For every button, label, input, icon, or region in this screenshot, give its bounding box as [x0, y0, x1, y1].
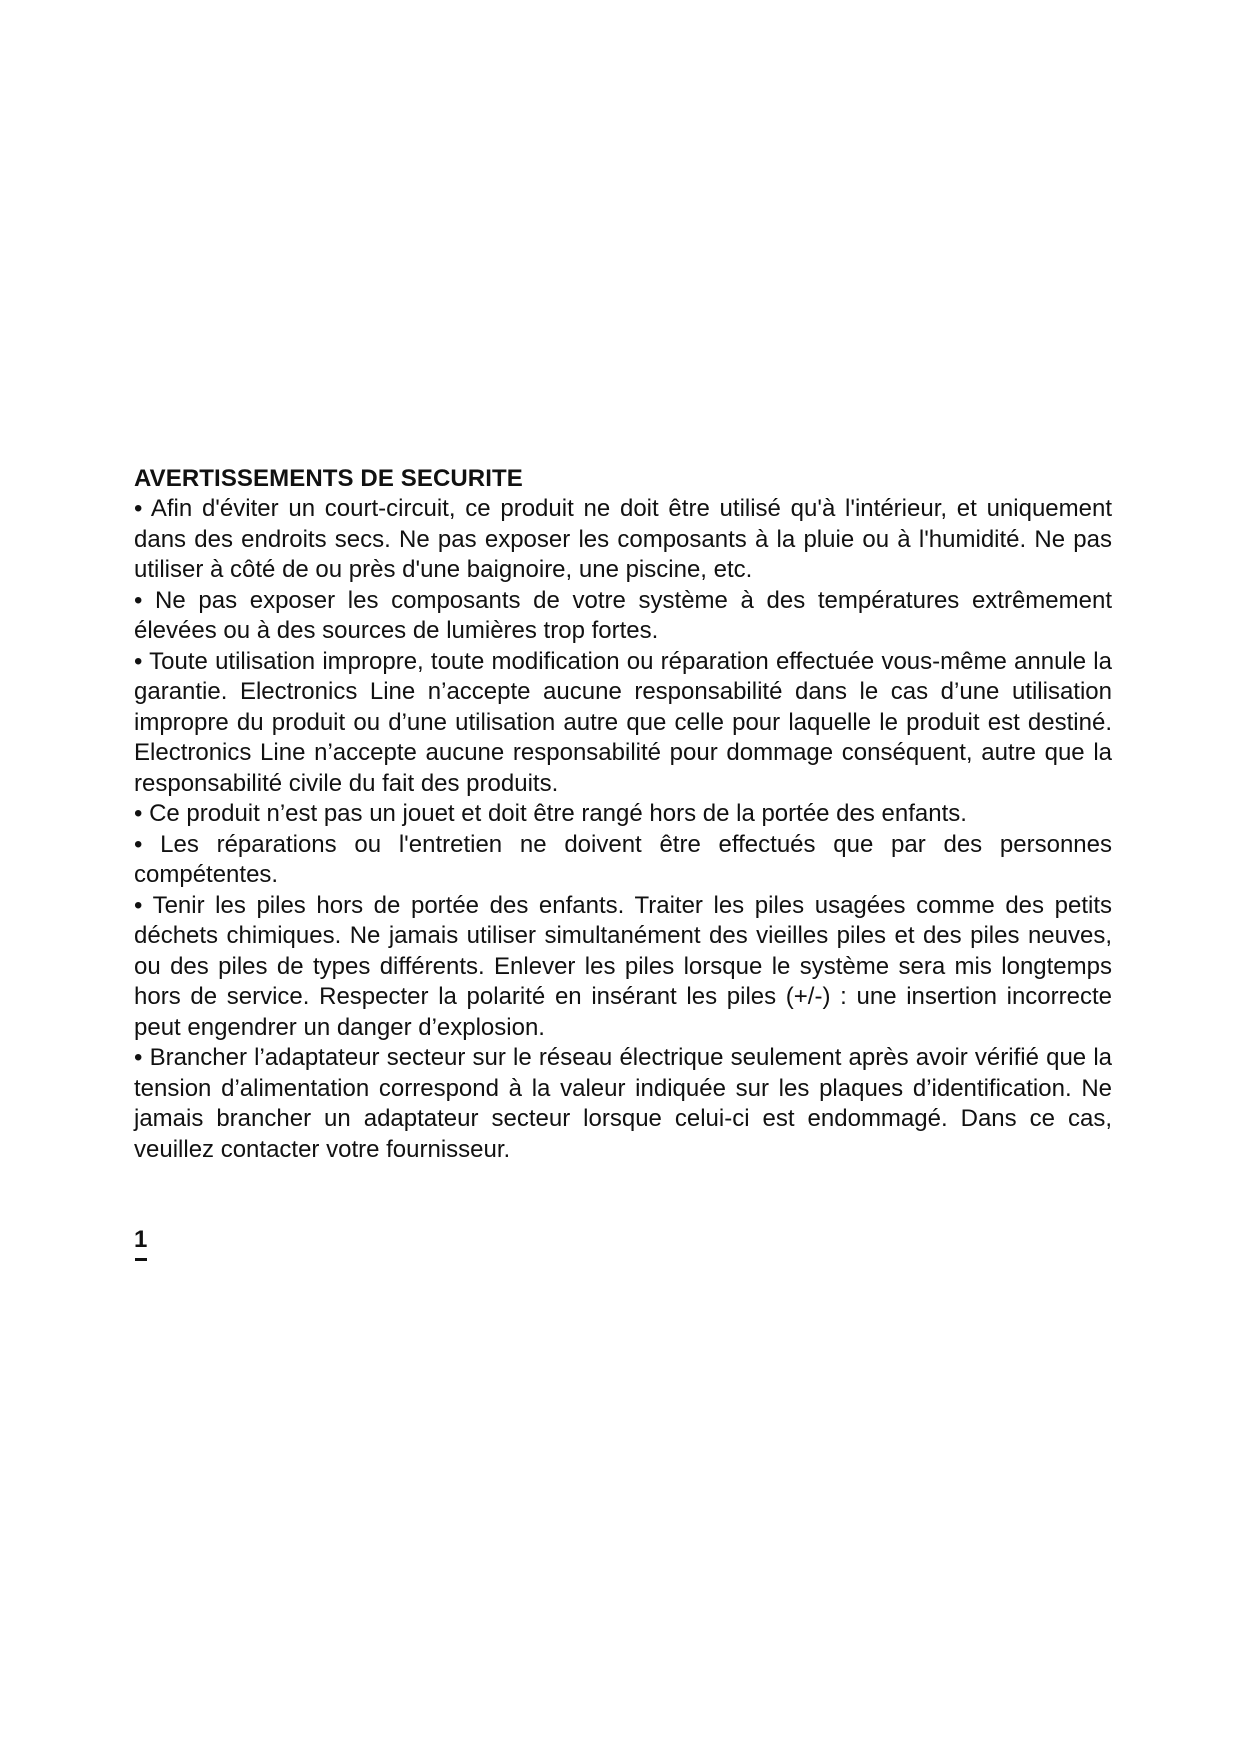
warning-paragraph-warranty: • Toute utilisation impropre, toute modification ou réparation effectuée vous-même annule la garantie. Electronics Line n’accepte aucune responsabilité dans le cas d’une utilisation impropre du produit ou d’une utilisation autre que celle pour laquelle le produit est destiné. Electronics Line n’accepte aucune responsabilité pour dommage conséquent, autre que la responsabilité civile du fait des produits. — [134, 647, 1112, 797]
section-title: AVERTISSEMENTS DE SECURITE — [134, 465, 523, 492]
warning-paragraph-short-circuit: • Afin d'éviter un court-circuit, ce produit ne doit être utilisé qu'à l'intérieur, et uniquement dans des endroits secs. Ne pas exposer les composants à la pluie ou à l'humidité. Ne pas utiliser à côté de ou près d'une baignoire, une piscine, etc. — [134, 495, 1112, 583]
warning-paragraph-batteries: • Tenir les piles hors de portée des enfants. Traiter les piles usagées comme des petits déchets chimiques. Ne jamais utiliser simultanément des vieilles piles et des piles neuves, ou des piles de types différents. Enlever les piles lorsque le système sera mis longtemps hors de service. Respecter la polarité en insérant les piles (+/-) : une insertion incorrecte peut engendrer un danger d’explosion. — [134, 891, 1112, 1041]
warning-paragraph-adapter: • Brancher l’adaptateur secteur sur le réseau électrique seulement après avoir vérifié que la tension d’alimentation correspond à la valeur indiquée sur les plaques d’identification. Ne jamais brancher un adaptateur secteur lorsque celui-ci est endommagé. Dans ce cas, veuillez contacter votre fournisseur. — [134, 1044, 1112, 1163]
warning-paragraph-children: • Ce produit n’est pas un jouet et doit être rangé hors de la portée des enfants. — [134, 800, 967, 827]
page-number-underline — [135, 1258, 147, 1261]
warning-paragraph-repairs: • Les réparations ou l'entretien ne doivent être effectués que par des personnes compétentes. — [134, 830, 1112, 888]
page-number: 1 — [134, 1226, 148, 1253]
safety-warnings-section — [134, 464, 1112, 1165]
warning-paragraph-temperature: • Ne pas exposer les composants de votre système à des températures extrêmement élevées ou à des sources de lumières trop fortes. — [134, 586, 1112, 644]
